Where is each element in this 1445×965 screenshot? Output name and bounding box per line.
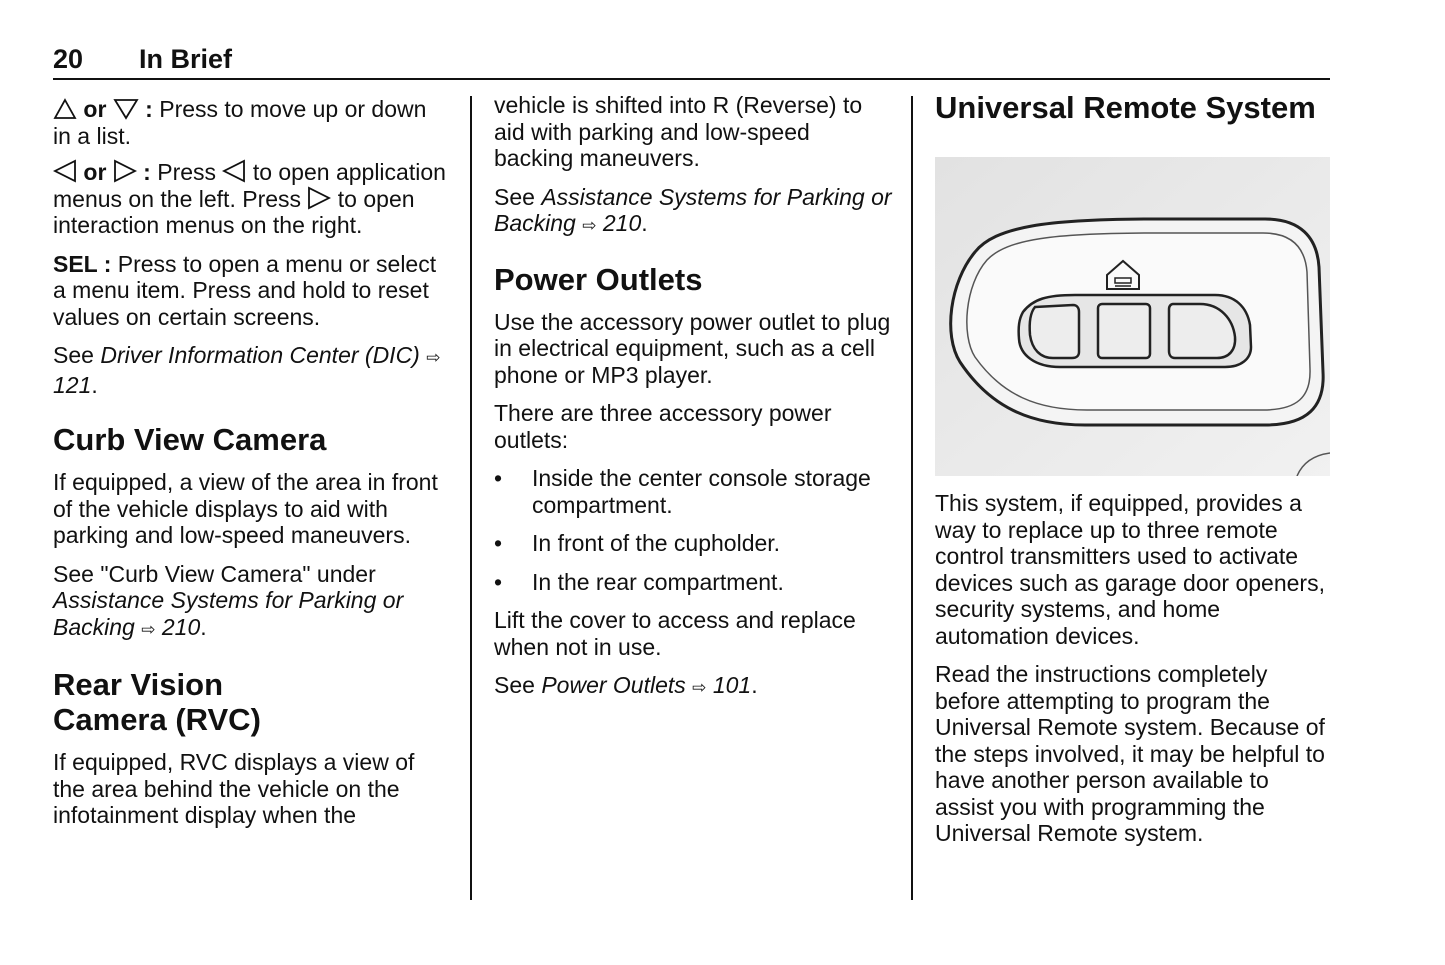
leftright-description: or : Press to open application menus on the left. Press to open interaction menus on the right. <box>53 159 446 238</box>
curb-view-heading: Curb View Camera <box>53 422 327 457</box>
assistance-systems-link[interactable]: Assistance Systems for Parking or Backing <box>53 587 404 640</box>
power-outlets-page[interactable]: 101 <box>712 672 752 698</box>
down-triangle-icon <box>113 98 139 120</box>
page-header <box>53 44 1330 78</box>
column-3-body <box>935 490 1333 859</box>
curb-view-body: If equipped, a view of the area in front of the vehicle displays to aid with parking and low-speed maneuvers. <box>53 469 438 548</box>
bullet-icon: • <box>494 568 503 595</box>
universal-remote-p1: This system, if equipped, provides a way to replace up to three remote control transmitters used to activate devices such as garage door openers, security systems, and home automation devices. <box>935 490 1325 649</box>
right-triangle-icon <box>307 186 331 210</box>
list-item: • Inside the center console storage compartment. <box>494 465 871 518</box>
page-ref-arrow-icon: ⇨ <box>141 619 156 639</box>
power-outlets-reference: See Power Outlets ⇨ 101. <box>494 672 758 698</box>
sel-description: SEL : Press to open a menu or select a menu item. Press and hold to reset values on certain screens. <box>53 250 437 330</box>
assistance-systems-page[interactable]: 210 <box>161 613 201 640</box>
assistance-reference: See Assistance Systems for Parking or Backing ⇨ 210. <box>494 183 892 236</box>
column-2 <box>494 92 892 714</box>
curb-view-reference: See "Curb View Camera" under Assistance Systems for Parking or Backing ⇨ 210. <box>53 560 404 640</box>
dic-reference: See Driver Information Center (DIC) ⇨ 121. <box>53 342 441 398</box>
power-outlets-p2: There are three accessory power outlets: <box>494 400 832 453</box>
section-title: In Brief <box>139 44 233 74</box>
bullet-icon: • <box>494 530 503 556</box>
dic-link[interactable]: Driver Information Center (DIC) <box>100 342 420 368</box>
column-3 <box>935 90 1333 125</box>
bullet-icon: • <box>494 465 503 491</box>
column-1 <box>53 96 448 841</box>
page-ref-arrow-icon: ⇨ <box>582 216 597 235</box>
power-outlets-p1: Use the accessory power outlet to plug in electrical equipment, such as a cell phone or MP3 player. <box>494 308 891 388</box>
dic-page[interactable]: 121 <box>53 371 92 398</box>
list-item: • In the rear compartment. <box>494 568 784 595</box>
assistance-systems-link[interactable]: Assistance Systems for Parking or Backing <box>494 183 892 236</box>
rvc-heading: Rear Vision Camera (RVC) <box>53 667 261 737</box>
up-triangle-icon <box>53 98 77 120</box>
page-ref-arrow-icon: ⇨ <box>692 678 707 697</box>
header-rule <box>53 78 1330 80</box>
rvc-continued: vehicle is shifted into R (Reverse) to aid with parking and low-speed backing maneuvers. <box>494 92 863 171</box>
page-ref-arrow-icon: ⇨ <box>426 348 441 367</box>
page-number: 20 <box>53 44 84 74</box>
updown-description: or : Press to move up or down in a list. <box>53 96 427 149</box>
power-outlets-link[interactable]: Power Outlets <box>541 672 686 698</box>
column-divider-1 <box>470 96 472 900</box>
left-triangle-icon <box>222 159 246 183</box>
power-outlets-p3: Lift the cover to access and replace when not in use. <box>494 607 856 660</box>
garage-door-buttons-illustration <box>935 157 1330 476</box>
assistance-systems-page[interactable]: 210 <box>602 210 642 236</box>
universal-remote-heading: Universal Remote System <box>935 90 1316 125</box>
left-triangle-icon <box>53 159 77 183</box>
rvc-body: If equipped, RVC displays a view of the area behind the vehicle on the infotainment display when the <box>53 749 415 828</box>
universal-remote-p2: Read the instructions completely before attempting to program the Universal Remote system. Because of the steps involved, it may be helpful to have another person available to assist you with programming the Universal Remote system. <box>935 661 1325 846</box>
list-item: • In front of the cupholder. <box>494 530 781 556</box>
column-divider-2 <box>911 96 913 900</box>
power-outlets-heading: Power Outlets <box>494 261 703 297</box>
right-triangle-icon <box>113 159 137 183</box>
